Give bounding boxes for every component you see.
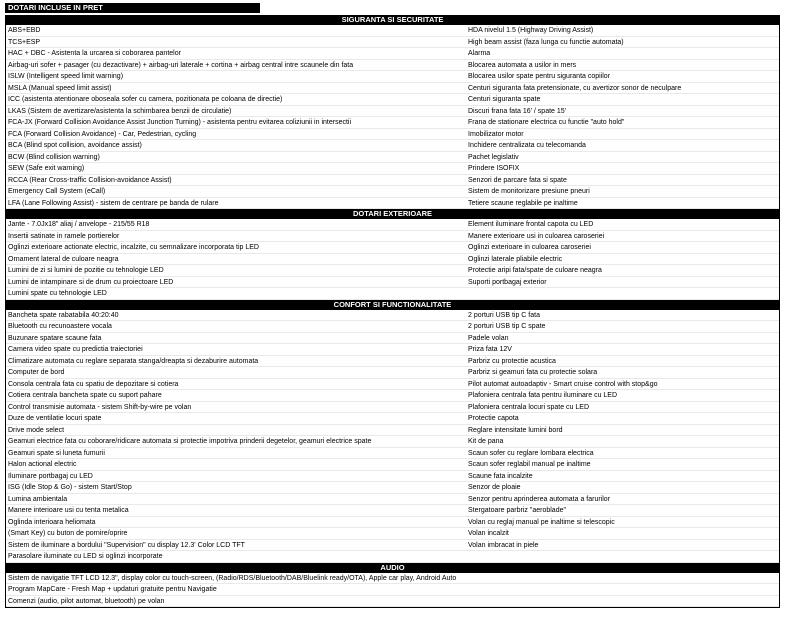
- equipment-item: Bancheta spate rabatabila 40:20:40: [6, 310, 466, 322]
- equipment-item: Frana de stationare electrica cu functie "auto hold": [466, 117, 779, 129]
- column-left: [6, 310, 466, 563]
- equipment-item: Control transmisie automata - sistem Shift-by-wire pe volan: [6, 402, 466, 414]
- equipment-item: Climatizare automata cu reglare separata stanga/dreapta si dezaburire automata: [6, 356, 466, 368]
- equipment-item: Halon actional electric: [6, 459, 466, 471]
- equipment-item: Tetiere scaune reglabile pe inaltime: [466, 198, 779, 210]
- equipment-item: Lumini de zi si lumini de pozitie cu tehnologie LED: [6, 265, 466, 277]
- equipment-item: Oglinzi exterioare in culoarea caroseriei: [466, 242, 779, 254]
- equipment-item: Parbriz si geamuri fata cu protectie solara: [466, 367, 779, 379]
- equipment-item: Oglinzi exterioare actionate electric, incalzite, cu semnalizare incorporata tip LED: [6, 242, 466, 254]
- equipment-item: Iluminare portbagaj cu LED: [6, 471, 466, 483]
- equipment-item: Lumini de intampinare si de drum cu proiectoare LED: [6, 277, 466, 289]
- equipment-item: Priza fata 12V: [466, 344, 779, 356]
- equipment-item: BCW (Blind collision warning): [6, 152, 466, 164]
- section-audio: [5, 563, 780, 609]
- equipment-item: Pilot automat autoadaptiv - Smart cruise control with stop&go: [466, 379, 779, 391]
- equipment-item: ABS+EBD: [6, 25, 466, 37]
- equipment-item: Lumina ambientala: [6, 494, 466, 506]
- equipment-item: Centuri siguranta spate: [466, 94, 779, 106]
- equipment-item: ISLW (Intelligent speed limit warning): [6, 71, 466, 83]
- equipment-item: Computer de bord: [6, 367, 466, 379]
- equipment-item: 2 porturi USB tip C fata: [466, 310, 779, 322]
- section-header: CONFORT SI FUNCTIONALITATE: [5, 300, 780, 310]
- equipment-item: LKAS (Sistem de avertizare/asistenta la schimbarea benzii de circulatie): [6, 106, 466, 118]
- section-body: [5, 25, 780, 209]
- equipment-item: Bluetooth cu recunoastere vocala: [6, 321, 466, 333]
- equipment-item: Geamuri spate si luneta fumurii: [6, 448, 466, 460]
- column-left: [6, 219, 466, 300]
- equipment-item: Padele volan: [466, 333, 779, 345]
- equipment-item: Jante - 7.0Jx18" aliaj / anvelope - 215/55 R18: [6, 219, 466, 231]
- column-right: [466, 310, 779, 563]
- equipment-item: Oglinda interioara heliomata: [6, 517, 466, 529]
- equipment-item: Parasolare iluminate cu LED si oglinzi incorporate: [6, 551, 466, 563]
- equipment-item: Blocarea usilor spate pentru siguranta copiilor: [466, 71, 779, 83]
- equipment-item: Volan cu reglaj manual pe inaltime si telescopic: [466, 517, 779, 529]
- section-header: DOTARI EXTERIOARE: [5, 209, 780, 219]
- equipment-item: LFA (Lane Following Assist) - sistem de centrare pe banda de rulare: [6, 198, 466, 210]
- equipment-item: Alarma: [466, 48, 779, 60]
- equipment-item: Sistem de monitorizare presiune pneuri: [466, 186, 779, 198]
- document-title: DOTARI INCLUSE IN PRET: [5, 3, 260, 13]
- equipment-item: Geamuri electrice fata cu coborare/ridicare automata si protectie impotriva prinderii degetelor, geamuri electrice spate: [6, 436, 466, 448]
- equipment-item: Protectie capota: [466, 413, 779, 425]
- audio-item: Comenzi (audio, pilot automat, bluetooth) pe volan: [6, 596, 779, 608]
- equipment-item: Suporti portbagaj exterior: [466, 277, 779, 289]
- equipment-item: Drive mode select: [6, 425, 466, 437]
- equipment-item: TCS+ESP: [6, 37, 466, 49]
- equipment-item: Inchidere centralizata cu telecomanda: [466, 140, 779, 152]
- equipment-item: Senzor pentru aprinderea automata a farurilor: [466, 494, 779, 506]
- equipment-item: Centuri siguranta fata pretensionate, cu avertizor sonor de neculpare: [466, 83, 779, 95]
- equipment-item: Volan imbracat in piele: [466, 540, 779, 552]
- equipment-item: Airbag-uri sofer + pasager (cu dezactivare) + airbag-uri laterale + cortina + airbag central intre scaunele din fata: [6, 60, 466, 72]
- equipment-item: ICC (asistenta atentionare oboseala sofer cu camera, pozitionata pe coloana de directie): [6, 94, 466, 106]
- equipment-item: Scaune fata incalzite: [466, 471, 779, 483]
- equipment-item: 2 porturi USB tip C spate: [466, 321, 779, 333]
- table-bottom-rule: [5, 607, 780, 608]
- audio-item: Program MapCare - Fresh Map + updaturi gratuite pentru Navigatie: [6, 584, 779, 596]
- equipment-item: FCA-JX (Forward Collision Avoidance Assist Junction Turning) - asistenta pentru evitarea coliziunii in intersectii: [6, 117, 466, 129]
- equipment-item: Scaun sofer cu reglare lombara electrica: [466, 448, 779, 460]
- equipment-item: SEW (Safe exit warning): [6, 163, 466, 175]
- audio-body: [5, 573, 780, 608]
- equipment-item: Senzor de ploaie: [466, 482, 779, 494]
- equipment-item: MSLA (Manual speed limit assist): [6, 83, 466, 95]
- audio-item: Sistem de navigatie TFT LCD 12.3", display color cu touch-screen, (Radio/RDS/Bluetooth/DAB/Bluelink ready/OTA), Apple car play, Android Auto: [6, 573, 779, 585]
- section: [5, 209, 780, 300]
- equipment-item: [466, 288, 779, 300]
- equipment-item: Protectie aripi fata/spate de culoare neagra: [466, 265, 779, 277]
- equipment-item: Consola centrala fata cu spatiu de depozitare si cotiera: [6, 379, 466, 391]
- section: [5, 15, 780, 209]
- column-right: [466, 219, 779, 300]
- equipment-item: Lumini spate cu tehnologie LED: [6, 288, 466, 300]
- equipment-item: Camera video spate cu predictia traiectoriei: [6, 344, 466, 356]
- equipment-item: Cotiera centrala bancheta spate cu suport pahare: [6, 390, 466, 402]
- equipment-item: Manere exterioare usi in culoarea caroseriei: [466, 231, 779, 243]
- section-body: [5, 310, 780, 563]
- equipment-item: (Smart Key) cu buton de pornire/oprire: [6, 528, 466, 540]
- equipment-item: RCCA (Rear Cross-traffic Collision-avoidance Assist): [6, 175, 466, 187]
- equipment-item: Parbriz cu protectie acustica: [466, 356, 779, 368]
- equipment-item: Emergency Call System (eCall): [6, 186, 466, 198]
- equipment-item: Reglare intensitate lumini bord: [466, 425, 779, 437]
- sections-container: [5, 15, 780, 563]
- column-left: [6, 25, 466, 209]
- equipment-item: Kit de pana: [466, 436, 779, 448]
- column-right: [466, 25, 779, 209]
- equipment-item: Senzori de parcare fata si spate: [466, 175, 779, 187]
- equipment-item: Discuri frana fata 16' / spate 15': [466, 106, 779, 118]
- section: [5, 300, 780, 563]
- equipment-item: Buzunare spatare scaune fata: [6, 333, 466, 345]
- equipment-item: Duze de ventilatie locuri spate: [6, 413, 466, 425]
- equipment-item: Imobilizator motor: [466, 129, 779, 141]
- equipment-item: Prindere ISOFIX: [466, 163, 779, 175]
- equipment-item: FCA (Forward Collision Avoidance) - Car, Pedestrian, cycling: [6, 129, 466, 141]
- equipment-item: HDA nivelul 1.5 (Highway Driving Assist): [466, 25, 779, 37]
- equipment-item: Volan incalzit: [466, 528, 779, 540]
- equipment-item: ISG (Idle Stop & Go) - sistem Start/Stop: [6, 482, 466, 494]
- equipment-item: BCA (Blind spot collision, avoidance assist): [6, 140, 466, 152]
- equipment-item: Stergatoare parbriz "aeroblade": [466, 505, 779, 517]
- section-header-audio: AUDIO: [5, 563, 780, 573]
- equipment-item: High beam assist (faza lunga cu functie automata): [466, 37, 779, 49]
- equipment-item: Plafoniera centrala locuri spate cu LED: [466, 402, 779, 414]
- equipment-item: Insertii satinate in ramele portierelor: [6, 231, 466, 243]
- equipment-item: [466, 551, 779, 563]
- section-header: SIGURANTA SI SECURITATE: [5, 15, 780, 25]
- equipment-item: Element iluminare frontal capota cu LED: [466, 219, 779, 231]
- equipment-item: Sistem de iluminare a bordului "Supervision" cu display 12.3' Color LCD TFT: [6, 540, 466, 552]
- equipment-item: Scaun sofer reglabil manual pe inaltime: [466, 459, 779, 471]
- equipment-item: Plafoniera centrala fata pentru iluminare cu LED: [466, 390, 779, 402]
- equipment-list: [5, 3, 780, 608]
- section-body: [5, 219, 780, 300]
- equipment-item: HAC + DBC - Asistenta la urcarea si coborarea pantelor: [6, 48, 466, 60]
- equipment-item: Oglinzi laterale pliabile electric: [466, 254, 779, 266]
- equipment-item: Ornament lateral de culoare neagra: [6, 254, 466, 266]
- equipment-item: Pachet legislativ: [466, 152, 779, 164]
- equipment-item: Manere interioare usi cu tenta metalica: [6, 505, 466, 517]
- audio-column: [6, 573, 779, 608]
- equipment-item: Blocarea automata a usilor in mers: [466, 60, 779, 72]
